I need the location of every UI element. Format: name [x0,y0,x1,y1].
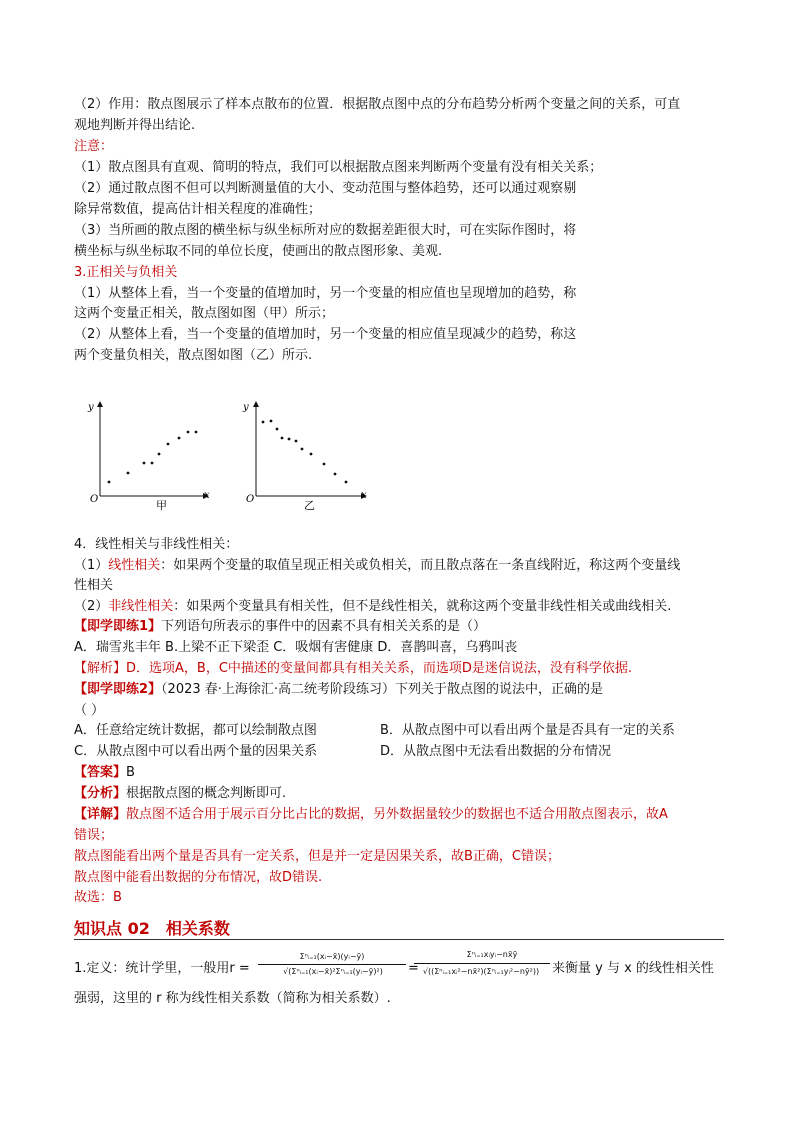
sec3-p1b: 这两个变量正相关，散点图如图（甲）所示； [74,306,335,321]
right-point [262,421,265,424]
ex2-option-c: C．从散点图中可以看出两个量的因果关系 [74,744,318,759]
ex1-tag: 【即学即练1】 [74,619,162,634]
note-3a: （3）当所画的散点图的横坐标与纵坐标所对应的数据差距很大时，可在实际作图时，将 [74,223,577,238]
formula-num-2: Σⁿᵢ₌₁xᵢyᵢ−nx̄ȳ [466,950,518,959]
left-x-label: x [204,490,210,501]
note-1: （1）散点图具有直观、简明的特点，我们可以根据散点图来判断两个变量有没有相关关系； [74,160,603,175]
formula-eq: = [408,961,419,976]
ex2-detail-4: 散点图中能看出数据的分布情况，故D错误. [74,870,323,885]
ex2-tag: 【即学即练2】 [74,682,162,697]
formula-bar-2 [414,963,550,964]
right-y-label: y [243,402,249,413]
note-3b: 横坐标与纵坐标取不同的单位长度，使画出的散点图形象、美观. [74,244,443,259]
left-points [108,431,198,484]
ex2-detail-3: 散点图能看出两个量是否具有一定关系，但是并一定是因果关系，故B正确，C错误； [74,849,560,864]
def-lead: 1.定义：统计学里，一般用r = [74,961,250,976]
right-x-label: x [361,490,367,501]
sec4-p1-term: 线性相关 [108,558,161,573]
role-line-1: （2）作用：散点图展示了样本点散布的位置．根据散点图中点的分布趋势分析两个变量之间的关系，可直 [74,97,681,112]
right-point [281,437,284,440]
ex2-detail-1-text: 散点图不适合用于展示百分比占比的数据，另外数据量较少的数据也不适合用散点图表示，故A [126,807,668,822]
ex2-analysis [74,785,286,802]
kp2-title: 相关系数 [165,919,230,938]
right-point [310,453,313,456]
ex2-option-a: A．任意给定统计数据，都可以绘制散点图 [74,723,317,738]
left-point [158,453,161,456]
right-point [345,481,348,484]
ex1-options: A．瑞雪兆丰年 B.上梁不正下梁歪 C．吸烟有害健康 D．喜鹊叫喜，乌鸦叫丧 [74,640,518,655]
ex2-question: （2023 春·上海徐汇·高二统考阶段练习）下列关于散点图的说法中，正确的是 [161,682,604,697]
sec4-p2-term: 非线性相关 [108,599,174,614]
sec4-p2 [74,598,671,615]
note-2a: （2）通过散点图不但可以判断测量值的大小、变动范围与整体趋势，还可以通过观察剔 [74,181,577,196]
ex2-option-b: B．从散点图中可以看出两个量是否具有一定的关系 [380,723,675,738]
ex2-answer [74,764,135,781]
formula-num-1: Σⁿᵢ₌₁(xᵢ−x̄)(yᵢ−ȳ) [299,952,365,961]
left-point [195,431,198,434]
sec4-p2-prefix: （2） [74,599,109,614]
sec4-p1-cont: 性相关 [74,578,114,593]
sec3-p2a: （2）从整体上看，当一个变量的值增加时，另一个变量的相应值呈现减少的趋势，称这 [74,327,577,342]
notes-title: 注意： [74,139,114,154]
right-caption: 乙 [304,499,315,512]
ex2-option-d: D．从散点图中无法看出数据的分布情况 [380,744,612,759]
right-point [276,428,279,431]
ex2-choose: 故选：B [74,890,122,905]
left-point [187,431,190,434]
ex2-analysis-tag: 【分析】 [74,786,127,801]
kp2-header [74,916,230,939]
ex2-detail-2: 错误； [74,828,114,843]
scatter-figures [84,396,384,518]
right-point [295,440,298,443]
kp2-divider [74,939,724,940]
ex2-detail-1 [74,806,668,823]
right-point [323,463,326,466]
left-origin-label: O [90,494,99,505]
formula-bar-1 [258,964,406,965]
sec4-p2-text: ：如果两个变量具有相关性，但不是线性相关，就称这两个变量非线性相关或曲线相关. [173,599,672,614]
left-point [178,437,181,440]
right-origin-label: O [246,494,255,505]
kp2-label: 知识点 02 [74,919,150,938]
sec4-p1-text: ：如果两个变量的取值呈现正相关或负相关，而且散点落在一条直线附近，称这两个变量线 [160,558,681,573]
left-point [108,481,111,484]
right-point [288,438,291,441]
ex2-line [74,681,603,698]
ex2-answer-tag: 【答案】 [74,765,127,780]
def-tail: 来衡量 y 与 x 的线性相关性 [552,961,714,976]
left-y-label: y [88,402,94,413]
left-point [151,462,154,465]
left-point [167,443,170,446]
sec3-p2b: 两个变量负相关，散点图如图（乙）所示. [74,348,313,363]
sec3-title: 3.正相关与负相关 [74,265,178,280]
right-point [301,448,304,451]
left-point [143,462,146,465]
ex2-analysis-text: 根据散点图的概念判断即可. [126,786,287,801]
right-point [334,473,337,476]
sec4-p1 [74,557,680,574]
sec4-p1-prefix: （1） [74,558,109,573]
role-line-2: 观地判断并得出结论. [74,118,196,133]
left-point [127,472,130,475]
ex1-line [74,618,486,635]
ex1-analysis: 【解析】D．选项A，B，C中描述的变量间都具有相关关系，而选项D是迷信说法，没有科学依据. [74,661,633,676]
formula-den-2: √((Σⁿᵢ₌₁xᵢ²−nx̄²)(Σⁿᵢ₌₁yᵢ²−nȳ²)) [422,967,540,976]
ex1-question: 下列语句所表示的事件中的因素不具有相关关系的是（） [161,619,487,634]
note-2b: 除异常数值，提高估计相关程度的准确性； [74,202,322,217]
right-point [270,420,273,423]
ex2-answer-value: B [126,765,135,780]
formula-den-1: √(Σⁿᵢ₌₁(xᵢ−x̄)²Σⁿᵢ₌₁(yᵢ−ȳ)²) [283,967,383,976]
right-points [262,420,348,484]
def-line-2: 强弱，这里的 r 称为线性相关系数（简称为相关系数）. [74,991,391,1006]
sec4-title: 4．线性相关与非线性相关： [74,537,239,552]
ex2-detail-tag: 【详解】 [74,807,127,822]
sec3-p1a: （1）从整体上看，当一个变量的值增加时，另一个变量的相应值也呈现增加的趋势，称 [74,286,577,301]
ex2-paren: （ ） [74,703,105,718]
left-caption: 甲 [156,499,167,512]
